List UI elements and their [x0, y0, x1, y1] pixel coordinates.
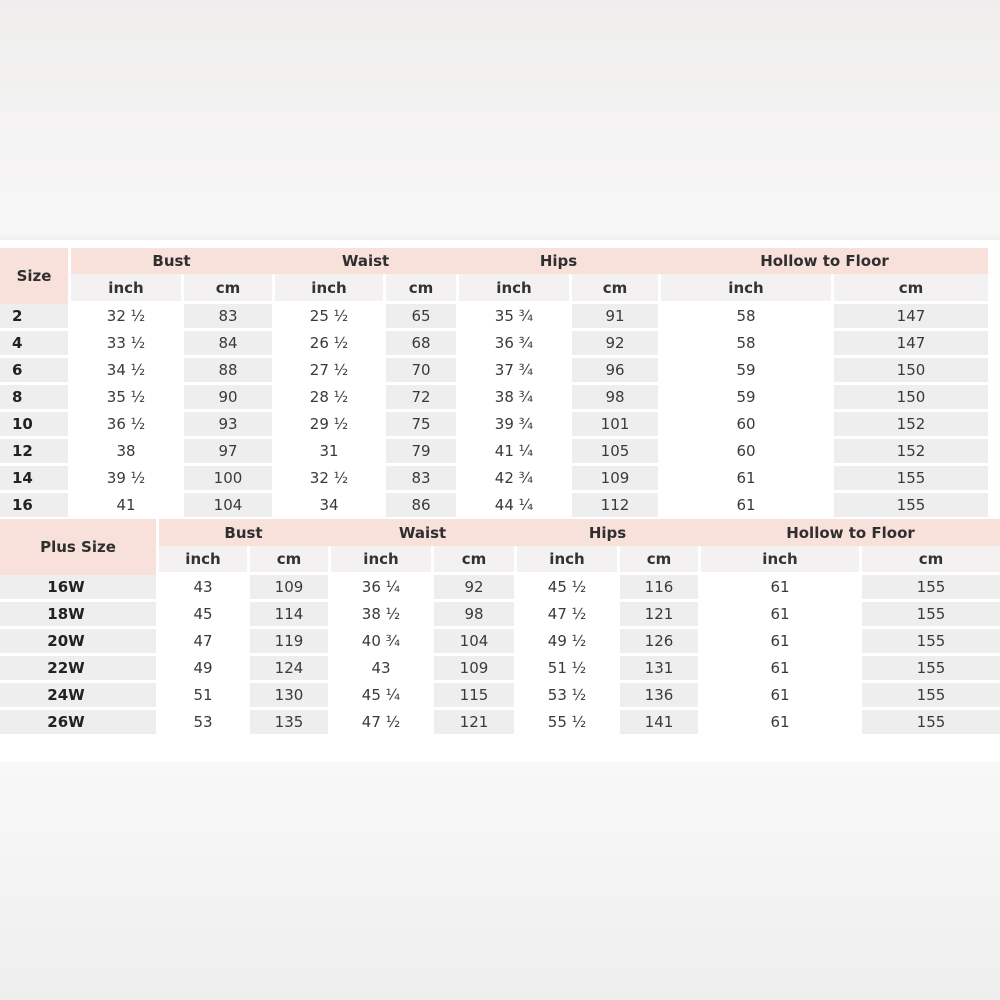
table-cell: 150 — [834, 385, 988, 409]
table-cell: 124 — [250, 656, 328, 680]
standard-unit-inch: inch — [459, 274, 569, 301]
table-cell: 33 ½ — [71, 331, 181, 355]
table-cell: 28 ½ — [275, 385, 383, 409]
table-cell: 155 — [862, 710, 1000, 734]
size-label: 6 — [0, 358, 68, 382]
table-cell: 90 — [184, 385, 272, 409]
table-cell: 155 — [862, 575, 1000, 599]
table-cell: 119 — [250, 629, 328, 653]
plus-unit-cm: cm — [862, 546, 1000, 572]
table-cell: 155 — [862, 602, 1000, 626]
table-cell: 96 — [572, 358, 658, 382]
plus-group-waist: Waist — [398, 523, 447, 542]
table-cell: 105 — [572, 439, 658, 463]
table-cell: 112 — [572, 493, 658, 517]
table-cell: 147 — [834, 331, 988, 355]
table-cell: 136 — [620, 683, 698, 707]
table-cell: 42 ¾ — [459, 466, 569, 490]
table-cell: 100 — [184, 466, 272, 490]
table-cell: 131 — [620, 656, 698, 680]
table-cell: 61 — [701, 656, 859, 680]
table-cell: 135 — [250, 710, 328, 734]
size-label: 8 — [0, 385, 68, 409]
table-cell: 61 — [701, 683, 859, 707]
table-cell: 68 — [386, 331, 456, 355]
standard-unit-inch: inch — [661, 274, 831, 301]
table-cell: 83 — [184, 304, 272, 328]
table-cell: 36 ½ — [71, 412, 181, 436]
table-cell: 75 — [386, 412, 456, 436]
table-cell: 109 — [572, 466, 658, 490]
table-cell: 152 — [834, 412, 988, 436]
size-label: 12 — [0, 439, 68, 463]
table-cell: 37 ¾ — [459, 358, 569, 382]
standard-unit-inch: inch — [71, 274, 181, 301]
table-cell: 155 — [862, 683, 1000, 707]
table-cell: 47 ½ — [517, 602, 617, 626]
size-label: 22W — [0, 656, 156, 680]
table-cell: 155 — [834, 493, 988, 517]
table-cell: 26 ½ — [275, 331, 383, 355]
table-cell: 65 — [386, 304, 456, 328]
table-cell: 116 — [620, 575, 698, 599]
plus-group-bust: Bust — [224, 523, 263, 542]
table-cell: 53 ½ — [517, 683, 617, 707]
table-cell: 91 — [572, 304, 658, 328]
table-cell: 32 ½ — [71, 304, 181, 328]
table-cell: 88 — [184, 358, 272, 382]
table-cell: 49 ½ — [517, 629, 617, 653]
table-cell: 34 — [275, 493, 383, 517]
table-cell: 115 — [434, 683, 514, 707]
table-cell: 83 — [386, 466, 456, 490]
table-cell: 61 — [701, 602, 859, 626]
plus-group-hollow-to-floor: Hollow to Floor — [786, 523, 915, 542]
table-cell: 47 — [159, 629, 247, 653]
standard-unit-cm: cm — [184, 274, 272, 301]
standard-group-waist: Waist — [341, 252, 390, 270]
size-label: 10 — [0, 412, 68, 436]
table-cell: 40 ¾ — [331, 629, 431, 653]
standard-group-hips: Hips — [539, 252, 578, 270]
plus-unit-cm: cm — [250, 546, 328, 572]
table-cell: 43 — [159, 575, 247, 599]
table-cell: 55 ½ — [517, 710, 617, 734]
size-label: 18W — [0, 602, 156, 626]
size-label: 14 — [0, 466, 68, 490]
table-cell: 31 — [275, 439, 383, 463]
standard-unit-cm: cm — [834, 274, 988, 301]
size-label: 2 — [0, 304, 68, 328]
table-cell: 126 — [620, 629, 698, 653]
standard-unit-cm: cm — [386, 274, 456, 301]
table-cell: 92 — [434, 575, 514, 599]
table-cell: 109 — [250, 575, 328, 599]
table-cell: 36 ¾ — [459, 331, 569, 355]
table-cell: 59 — [661, 385, 831, 409]
table-cell: 47 ½ — [331, 710, 431, 734]
table-cell: 61 — [701, 575, 859, 599]
table-cell: 58 — [661, 304, 831, 328]
table-cell: 104 — [184, 493, 272, 517]
table-cell: 43 — [331, 656, 431, 680]
table-cell: 147 — [834, 304, 988, 328]
standard-unit-cm: cm — [572, 274, 658, 301]
table-cell: 92 — [572, 331, 658, 355]
table-cell: 61 — [701, 710, 859, 734]
table-cell: 25 ½ — [275, 304, 383, 328]
plus-size-header: Plus Size — [0, 519, 156, 575]
table-cell: 121 — [620, 602, 698, 626]
table-cell: 98 — [434, 602, 514, 626]
table-cell: 61 — [701, 629, 859, 653]
table-cell: 61 — [661, 493, 831, 517]
table-cell: 70 — [386, 358, 456, 382]
table-cell: 29 ½ — [275, 412, 383, 436]
table-cell: 39 ½ — [71, 466, 181, 490]
plus-unit-inch: inch — [159, 546, 247, 572]
table-cell: 38 — [71, 439, 181, 463]
plus-unit-inch: inch — [331, 546, 431, 572]
table-cell: 98 — [572, 385, 658, 409]
table-cell: 59 — [661, 358, 831, 382]
table-cell: 38 ¾ — [459, 385, 569, 409]
table-cell: 155 — [834, 466, 988, 490]
table-cell: 72 — [386, 385, 456, 409]
table-cell: 53 — [159, 710, 247, 734]
table-cell: 86 — [386, 493, 456, 517]
size-label: 24W — [0, 683, 156, 707]
table-cell: 41 — [71, 493, 181, 517]
table-cell: 141 — [620, 710, 698, 734]
size-label: 16 — [0, 493, 68, 517]
plus-unit-cm: cm — [434, 546, 514, 572]
table-cell: 51 ½ — [517, 656, 617, 680]
table-cell: 34 ½ — [71, 358, 181, 382]
table-cell: 35 ½ — [71, 385, 181, 409]
table-cell: 36 ¼ — [331, 575, 431, 599]
table-cell: 32 ½ — [275, 466, 383, 490]
table-cell: 39 ¾ — [459, 412, 569, 436]
table-cell: 130 — [250, 683, 328, 707]
table-cell: 45 ¼ — [331, 683, 431, 707]
standard-size-header: Size — [0, 248, 68, 304]
table-cell: 109 — [434, 656, 514, 680]
table-cell: 155 — [862, 656, 1000, 680]
table-cell: 60 — [661, 412, 831, 436]
table-cell: 58 — [661, 331, 831, 355]
table-cell: 150 — [834, 358, 988, 382]
table-cell: 93 — [184, 412, 272, 436]
standard-group-bust: Bust — [152, 252, 191, 270]
table-cell: 44 ¼ — [459, 493, 569, 517]
table-cell: 61 — [661, 466, 831, 490]
size-label: 16W — [0, 575, 156, 599]
plus-unit-inch: inch — [701, 546, 859, 572]
plus-unit-cm: cm — [620, 546, 698, 572]
table-cell: 41 ¼ — [459, 439, 569, 463]
size-chart-sheet — [0, 240, 1000, 762]
table-cell: 79 — [386, 439, 456, 463]
table-cell: 38 ½ — [331, 602, 431, 626]
table-cell: 104 — [434, 629, 514, 653]
table-cell: 114 — [250, 602, 328, 626]
table-cell: 35 ¾ — [459, 304, 569, 328]
standard-unit-inch: inch — [275, 274, 383, 301]
table-cell: 84 — [184, 331, 272, 355]
plus-group-hips: Hips — [588, 523, 627, 542]
size-label: 4 — [0, 331, 68, 355]
table-cell: 51 — [159, 683, 247, 707]
table-cell: 60 — [661, 439, 831, 463]
standard-group-hollow-to-floor: Hollow to Floor — [760, 252, 889, 270]
table-cell: 121 — [434, 710, 514, 734]
size-label: 26W — [0, 710, 156, 734]
table-cell: 152 — [834, 439, 988, 463]
table-cell: 155 — [862, 629, 1000, 653]
table-cell: 97 — [184, 439, 272, 463]
size-label: 20W — [0, 629, 156, 653]
table-cell: 49 — [159, 656, 247, 680]
table-cell: 45 ½ — [517, 575, 617, 599]
table-cell: 45 — [159, 602, 247, 626]
table-cell: 27 ½ — [275, 358, 383, 382]
table-cell: 101 — [572, 412, 658, 436]
plus-unit-inch: inch — [517, 546, 617, 572]
